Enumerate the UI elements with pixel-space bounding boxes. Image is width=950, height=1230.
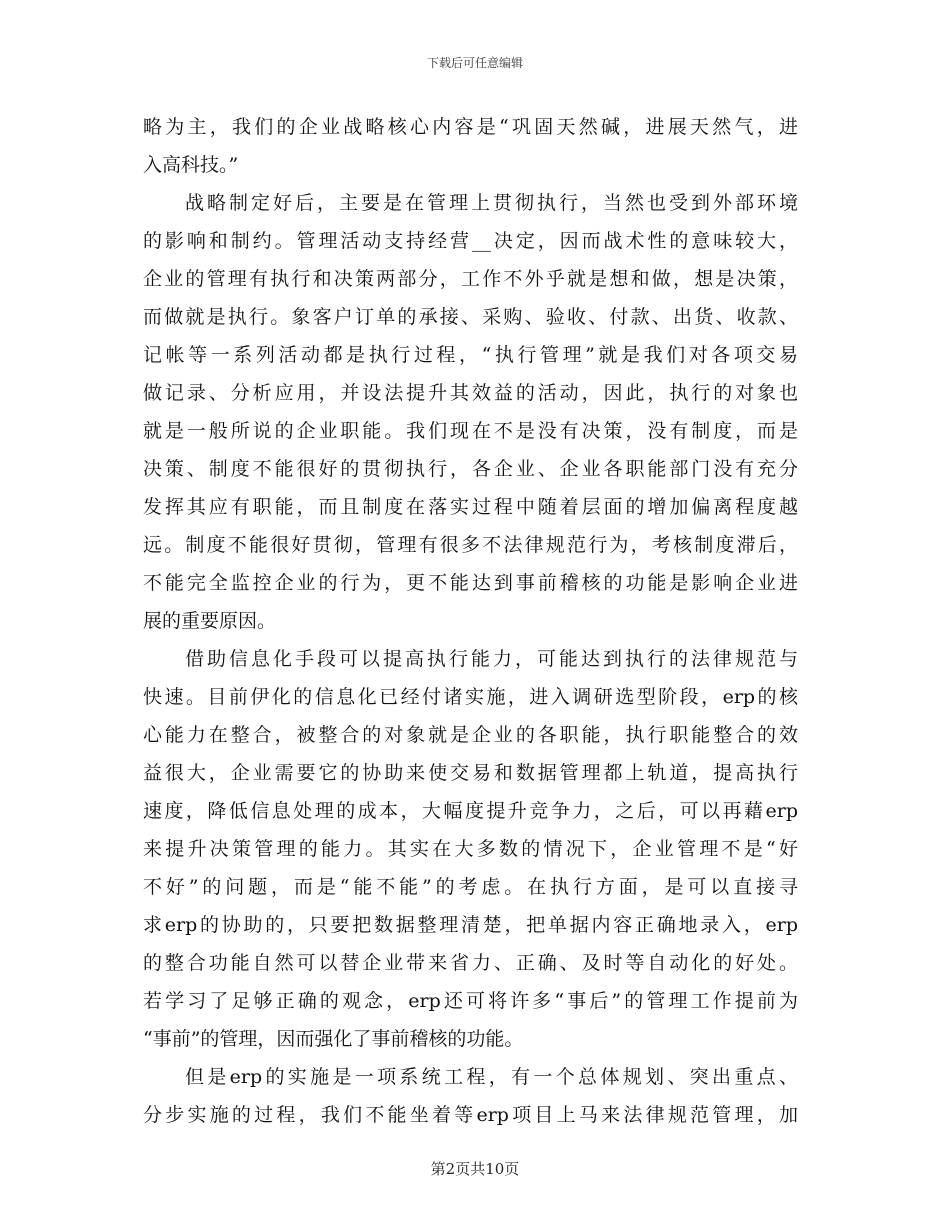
text-line: 战略制定好后，主要是在管理上贯彻执行，当然也受到外部环境 [185,192,798,214]
text-line: 若学习了足够正确的观念，erp还可将许多“事后”的管理工作提前为 [143,990,798,1012]
text-line: 发挥其应有职能，而且制度在落实过程中随着层面的增加偏离程度越 [143,496,798,518]
text-line: 借助信息化手段可以提高执行能力，可能达到执行的法律规范与 [185,648,798,670]
text-line: 速度，降低信息处理的成本，大幅度提升竞争力，之后，可以再藉erp [143,800,798,822]
text-line: 远。制度不能很好贯彻，管理有很多不法律规范行为，考核制度滞后， [143,534,798,556]
page-footer: 第2页共10页 [430,1160,520,1178]
text-line: 记帐等一系列活动都是执行过程，“执行管理”就是我们对各项交易 [143,344,798,366]
text-line: 求erp的协助的，只要把数据整理清楚，把单据内容正确地录入，erp [143,914,798,936]
text-line: 决策、制度不能很好的贯彻执行，各企业、企业各职能部门没有充分 [143,458,798,480]
document-body [143,108,798,1134]
text-line: 略为主，我们的企业战略核心内容是“巩固天然碱，进展天然气，进 [143,116,798,138]
text-line: 但是erp的实施是一项系统工程，有一个总体规划、突出重点、 [185,1066,798,1088]
page-header: 下载后可任意编辑 [426,56,523,70]
text-line: 企业的管理有执行和决策两部分，工作不外乎就是想和做，想是决策， [143,268,798,290]
text-line: 益很大，企业需要它的协助来使交易和数据管理都上轨道，提高执行 [143,762,798,784]
text-line: 的影响和制约。管理活动支持经营__决定，因而战术性的意味较大， [143,230,798,252]
text-line: 展的重要原因。 [143,610,277,632]
text-line: 分步实施的过程，我们不能坐着等erp项目上马来法律规范管理，加 [143,1104,798,1126]
text-line: 就是一般所说的企业职能。我们现在不是没有决策，没有制度，而是 [143,420,798,442]
text-line: 不好”的问题，而是“能不能”的考虑。在执行方面，是可以直接寻 [143,876,798,898]
text-line: 不能完全监控企业的行为，更不能达到事前稽核的功能是影响企业进 [143,572,798,594]
text-line: 而做就是执行。象客户订单的承接、采购、验收、付款、出货、收款、 [143,306,798,328]
text-line: 快速。目前伊化的信息化已经付诸实施，进入调研选型阶段，erp的核 [143,686,798,708]
text-line: 的整合功能自然可以替企业带来省力、正确、及时等自动化的好处。 [143,952,798,974]
text-line: 做记录、分析应用，并设法提升其效益的活动，因此，执行的对象也 [143,382,798,404]
text-line: “事前”的管理，因而强化了事前稽核的功能。 [143,1028,524,1050]
text-line: 来提升决策管理的能力。其实在大多数的情况下，企业管理不是“好 [143,838,798,860]
text-line: 入高科技。” [143,154,239,176]
text-line: 心能力在整合，被整合的对象就是企业的各职能，执行职能整合的效 [143,724,798,746]
